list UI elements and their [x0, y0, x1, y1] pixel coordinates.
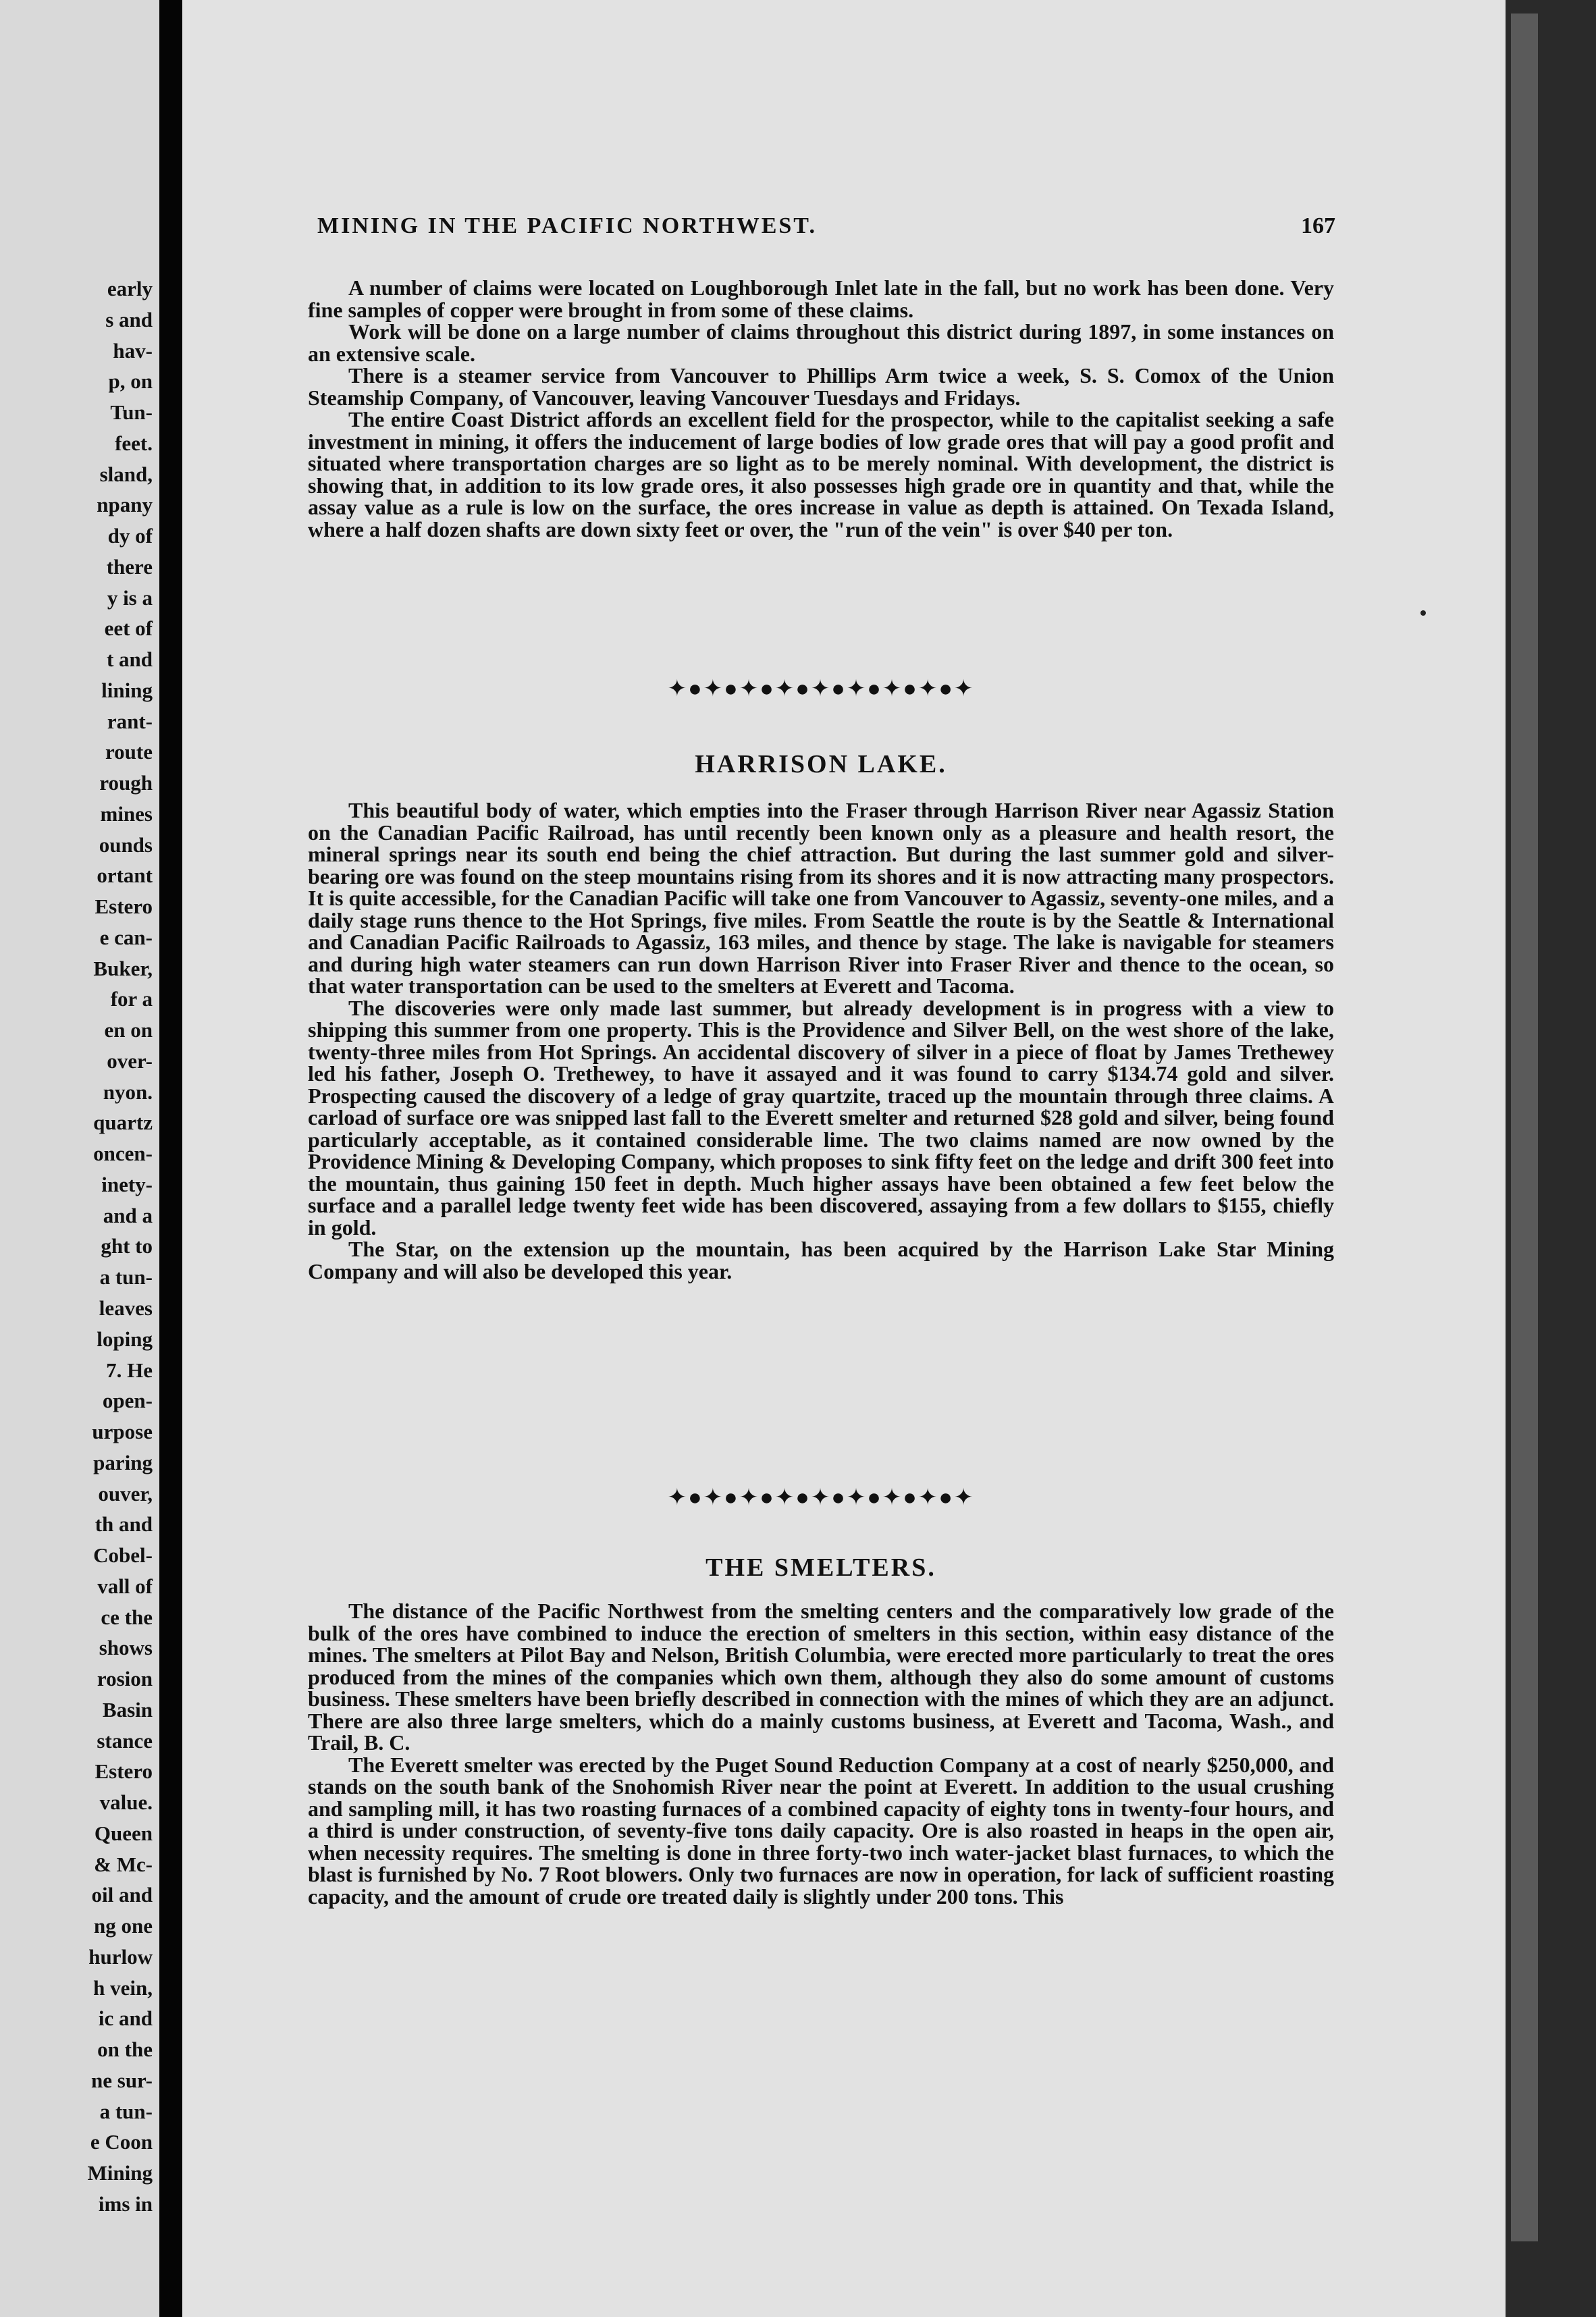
left-page-line: Basin [102, 1697, 153, 1722]
left-page-line: p, on [108, 369, 153, 394]
page-edge [1511, 14, 1538, 2241]
left-page-line: loping [97, 1327, 153, 1351]
paragraph: The discoveries were only made last summer, but already development is in progress with a view to shipping this summer from one property. This is the Providence and Silver Bell, on the west shore of the lake, twenty-three miles from Hot Springs. An accidental discovery of silver in a piece of float by James Trethewey led his father, Joseph O. Trethewey, to have it assayed and it was found to carry $134.74 gold and silver. Prospecting caused the discovery of a ledge of gray quartzite, traced up the mountain through three claims. A carload of surface ore was snipped last fall to the Everett smelter and returned $28 gold and silver, being found particularly acceptable, as it contained considerable lime. The two claims named are now owned by the Providence Mining & Developing Company, which proposes to sink fifty feet on the ledge and drift 300 feet into the mountain, thus gaining 150 feet in depth. Much higher assays have been obtained a few feet below the surface and a parallel ledge twenty feet wide has been discovered, assaying from a few dollars to $155, chiefly in gold. [308, 995, 1334, 1240]
left-page-line: Queen [94, 1821, 153, 1845]
left-page-line: eet of [104, 616, 153, 641]
book-gutter [159, 0, 182, 2317]
left-page-line: sland, [99, 462, 153, 486]
left-page-line: and a [103, 1203, 153, 1227]
left-page-line: early [107, 277, 153, 300]
left-page-fragment [0, 0, 159, 2317]
left-page-line: urpose [92, 1420, 153, 1444]
paragraph: This beautiful body of water, which empties into the Fraser through Harrison River near Agassiz Station on the Canadian Pacific Railroad, has until recently been known only as a pleasure and health resort, the mineral springs near its south end being the chief attraction. But during the last summer gold and silver-bearing ore was found on the steep mountains rising from its shores and it is now attracting many prospectors. It is quite accessible, for the Canadian Pacific will take one from Vancouver to Agassiz, seventy-one miles, and a daily stage runs thence to the Hot Springs, five miles. From Seattle the route is by the Seattle & International and Canadian Pacific Railroads to Agassiz, 163 miles, and thence by stage. The lake is navigable for steamers and during high water steamers can run down Harrison River into Fraser River and thence to the ocean, so that water transportation can be used to the smelters at Everett and Tacoma. [308, 798, 1334, 998]
left-page-line: Mining [87, 2161, 153, 2185]
page-number: 167 [1301, 213, 1335, 238]
left-page-line: ouver, [98, 1481, 153, 1506]
left-page-line: vall of [97, 1574, 153, 1598]
running-head [317, 213, 1335, 239]
left-page-line: for a [110, 987, 153, 1011]
left-page-line: quartz [93, 1111, 153, 1135]
paragraph: The Star, on the extension up the mountain, has been acquired by the Harrison Lake Star Mining Company and will also be developed this year. [308, 1237, 1334, 1283]
left-page-line: h vein, [93, 1975, 153, 2000]
paragraph: The entire Coast District affords an excellent field for the prospector, while to the capitalist seeking a safe investment in mining, it offers the inducement of large bodies of low grade ores that will pay a good profit and situated where transportation charges are so light as to be merely nominal. With development, the district is showing that, in addition to its low grade ores, it also possesses high grade ore in quantity and that, while the assay value as a rule is low on the surface, the ores increase in value as depth is attained. On Texada Island, where a half dozen shafts are down sixty feet or over, the "run of the vein" is over $40 per ton. [308, 407, 1334, 541]
left-page-line: rant- [107, 709, 153, 733]
ink-speck [1420, 610, 1426, 616]
left-page-line: a tun- [99, 1265, 153, 1289]
paragraph: Work will be done on a large number of claims throughout this district during 1897, in some instances on an extensive scale. [308, 319, 1334, 366]
left-page-line: mines [100, 801, 153, 826]
left-page-line: oil and [91, 1883, 153, 1907]
left-page-line: nyon. [103, 1080, 153, 1104]
section-heading-smelters: THE SMELTERS. [706, 1553, 936, 1582]
left-page-line: ims in [98, 2191, 153, 2216]
left-page-line: Estero [95, 895, 153, 919]
left-page-line: t and [106, 647, 153, 672]
left-page-line: Buker, [93, 956, 153, 980]
left-page-line: ic and [98, 2006, 153, 2031]
left-page-line: rough [99, 771, 153, 795]
left-page-line: leaves [99, 1296, 153, 1320]
section-ornament: ✦●✦●✦●✦●✦●✦●✦●✦●✦ [667, 1485, 975, 1510]
left-page-line: over- [107, 1048, 153, 1073]
section-heading-harrison-lake: HARRISON LAKE. [695, 750, 947, 778]
left-page-line: hav- [113, 338, 153, 363]
left-page-line: inety- [101, 1172, 153, 1196]
paragraph: The Everett smelter was erected by the Puget Sound Reduction Company at a cost of nearly $250,000, and stands on the south bank of the Snohomish River near the point at Everett. In addition to the usual crushing and sampling mill, it has two roasting furnaces of a combined capacity of eighty tons in twenty-four hours, and a third is under construction, of seventy-five tons daily capacity. Ore is also roasted in heaps in the open air, when necessity requires. The smelting is done in three forty-two inch water-jacket blast furnaces, to which the blast is furnished by No. 7 Root blowers. Only two furnaces are now in operation, for lack of sufficient roasting capacity, and the amount of crude ore treated daily is slightly under 200 tons. This [308, 1752, 1334, 1909]
left-page-line: en on [104, 1018, 153, 1042]
intro-section [308, 277, 1334, 540]
left-page-line: ounds [99, 832, 153, 857]
left-page-line: y is a [107, 585, 153, 610]
left-page-line: Estero [95, 1759, 153, 1784]
left-page-line: ortant [97, 863, 153, 888]
paragraph: A number of claims were located on Loughborough Inlet late in the fall, but no work has been done. Very fine samples of copper were brought in from some of these claims. [308, 275, 1334, 322]
paragraph: The distance of the Pacific Northwest from the smelting centers and the comparatively low grade of the bulk of the ores have combined to induce the erection of smelters in this section, within easy distance of the mines. The smelters at Pilot Bay and Nelson, British Columbia, were erected more particularly to treat the ores produced from the mines of the companies which own them, although they also do some amount of customs business. These smelters have been briefly described in connection with the mines of which they are an adjunct. There are also three large smelters, which do a mainly customs business, at Everett and Tacoma, Wash., and Trail, B. C. [308, 1599, 1334, 1755]
left-page-line: shows [99, 1636, 153, 1660]
smelters-section [308, 1600, 1334, 1907]
left-page-line: ne sur- [91, 2068, 153, 2092]
left-page-line: th and [95, 1512, 153, 1537]
harrison-section [308, 799, 1334, 1282]
left-page-line: ght to [101, 1234, 153, 1258]
paragraph: There is a steamer service from Vancouver to Phillips Arm twice a week, S. S. Comox of the Union Steamship Company, of Vancouver, leaving Vancouver Tuesdays and Fridays. [308, 363, 1334, 410]
left-page-line: on the [97, 2038, 153, 2062]
left-page-line: Tun- [110, 400, 153, 425]
left-page-line: paring [93, 1450, 153, 1474]
left-page-line: ng one [94, 1914, 153, 1938]
left-page-line: e Coon [90, 2130, 153, 2154]
left-page-line: route [105, 740, 153, 764]
left-page-line: open- [102, 1389, 153, 1413]
left-page-line: stance [97, 1728, 153, 1753]
left-page-line: e can- [99, 925, 153, 949]
left-page-line: s and [105, 307, 153, 331]
left-page-line: & Mc- [94, 1852, 153, 1876]
left-page-line: npany [97, 493, 153, 517]
left-page-line: feet. [115, 431, 153, 455]
left-page-line: ce the [101, 1605, 153, 1629]
left-page-line: hurlow [88, 1944, 153, 1969]
left-page-line: oncen- [93, 1142, 153, 1166]
left-page-line: there [106, 554, 153, 579]
left-page-line: a tun- [99, 2099, 153, 2123]
left-page-line: dy of [107, 524, 153, 548]
left-page-line: value. [99, 1790, 153, 1815]
left-page-line: rosion [97, 1667, 153, 1691]
section-ornament: ✦●✦●✦●✦●✦●✦●✦●✦●✦ [667, 676, 975, 701]
running-title: MINING IN THE PACIFIC NORTHWEST. [317, 213, 817, 238]
left-page-line: 7. He [106, 1358, 153, 1382]
left-page-line: Cobel- [93, 1543, 153, 1568]
left-page-line: lining [101, 678, 153, 702]
